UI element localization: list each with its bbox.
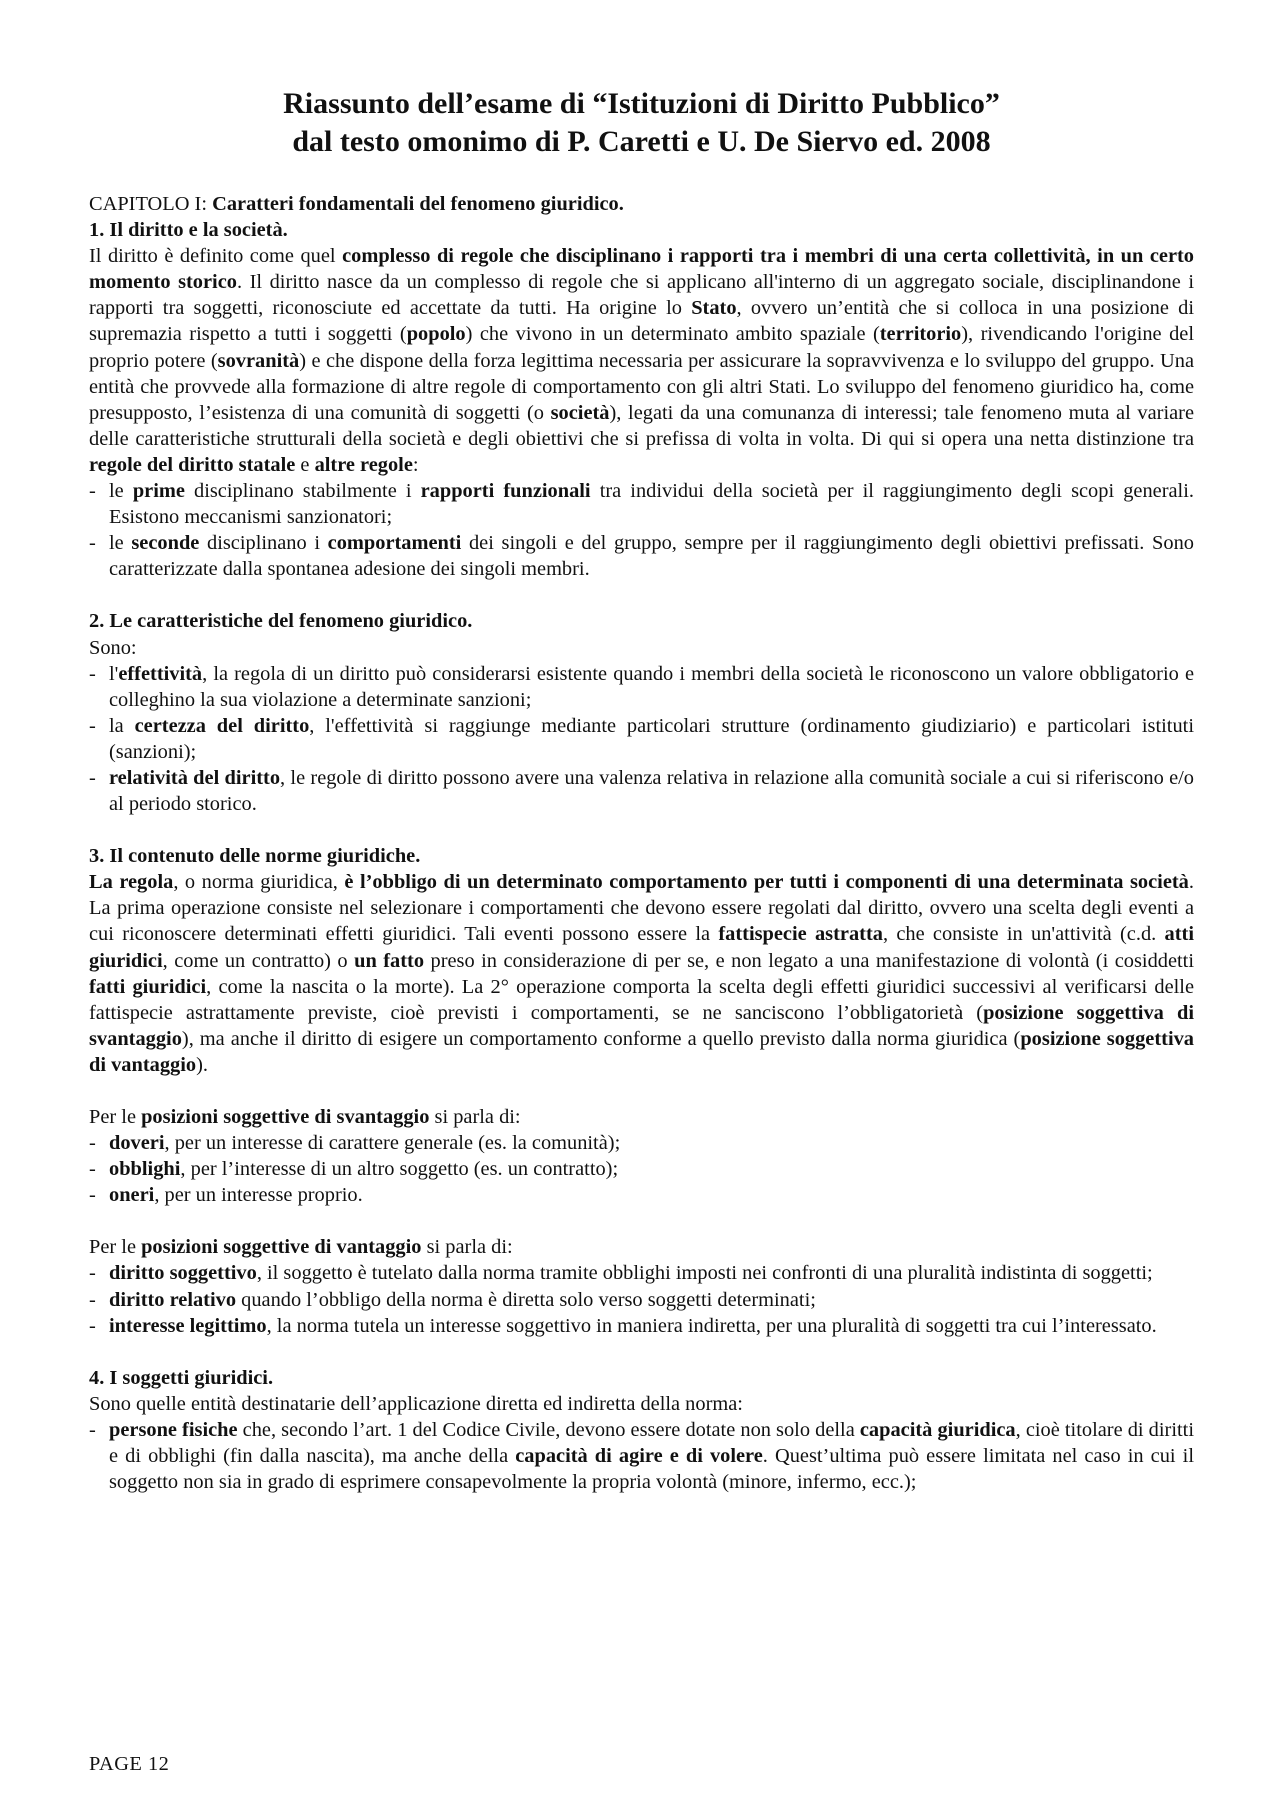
section-2-list [89,661,1194,818]
section-2-intro: Sono: [89,636,137,659]
list-item: - relatività del diritto, le regole di diritto possono avere una valenza relativa in relazione alla comunità sociale a cui si riferiscono e/o al periodo storico. [89,765,1194,817]
section-2-heading: 2. Le caratteristiche del fenomeno giuridico. [89,610,473,633]
list-item: - le seconde disciplinano i comportamenti dei singoli e del gruppo, sempre per il raggiungimento degli obiettivi prefissati. Sono caratterizzate dalla spontanea adesione dei singoli membri. [89,530,1194,582]
section-1-heading: 1. Il diritto e la società. [89,219,288,242]
document-page [89,85,1194,1495]
list-item: - l'effettività, la regola di un diritto può considerarsi esistente quando i membri della società le riconoscono un valore obbligatorio e colleghino la sua violazione a determinate sanzioni; [89,661,1194,713]
page-number: PAGE 12 [89,1753,170,1775]
section-4-heading: 4. I soggetti giuridici. [89,1366,274,1389]
vantaggio-intro: Per le posizioni soggettive di vantaggio si parla di: [89,1236,513,1259]
section-3-paragraph: La regola, o norma giuridica, è l’obbligo di un determinato comportamento per tutti i componenti di una determinata società. La prima operazione consiste nel selezionare i comportamenti che devono essere regolati dal diritto, ovvero una scelta degli eventi a cui riconoscere determinati effetti giuridici. Tali eventi possono essere la fattispecie astratta, che consiste in un'attività (c.d. atti giuridici, come un contratto) o un fatto preso in considerazione di per se, e non legato a una manifestazione di volontà (i cosiddetti fatti giuridici, come la nascita o la morte). La 2° operazione comporta la scelta degli effetti giuridici successivi al verificarsi delle fattispecie astrattamente previste, cioè previsti i comportamenti, se ne sanciscono l’obbligatorietà (posizione soggettiva di svantaggio), ma anche il diritto di esigere un comportamento conforme a quello previsto dalla norma giuridica (posizione soggettiva di vantaggio). [89,871,1195,1076]
section-1-paragraph: Il diritto è definito come quel complesso di regole che disciplinano i rapporti tra i membri di una certa collettività, in un certo momento storico. Il diritto nasce da un complesso di regole che si applicano all'interno di un aggregato sociale, disciplinandone i rapporti tra soggetti, riconosciute ed accettate da tutti. Ha origine lo Stato, ovvero un’entità che si colloca in una posizione di supremazia rispetto a tutti i soggetti (popolo) che vivono in un determinato ambito spaziale (territorio), rivendicando l'origine del proprio potere (sovranità) e che dispone della forza legittima necessaria per assicurare la sopravvivenza e lo sviluppo del gruppo. Una entità che provvede alla formazione di altre regole di comportamento con gli altri Stati. Lo sviluppo del fenomeno giuridico ha, come presupposto, l’esistenza di una comunità di soggetti (o società), legati da una comunanza di interessi; tale fenomeno muta al variare delle caratteristiche strutturali della società e degli obiettivi che si prefissa di volta in volta. Di qui si opera una netta distinzione tra regole del diritto statale e altre regole: [89,245,1194,476]
title-line-2: dal testo omonimo di P. Caretti e U. De Siervo ed. 2008 [292,125,991,158]
svantaggio-list [89,1130,1194,1208]
list-item: - la certezza del diritto, l'effettività si raggiunge mediante particolari strutture (ordinamento giudiziario) e particolari istituti (sanzioni); [89,713,1194,765]
chapter-title: Caratteri fondamentali del fenomeno giuridico. [212,193,624,215]
list-item: - diritto relativo quando l’obbligo della norma è diretta solo verso soggetti determinati; [89,1287,1194,1313]
chapter-heading [89,191,1194,217]
section-4-intro: Sono quelle entità destinatarie dell’applicazione diretta ed indiretta della norma: [89,1392,743,1415]
list-item: - diritto soggettivo, il soggetto è tutelato dalla norma tramite obblighi imposti nei confronti di una pluralità indistinta di soggetti; [89,1260,1194,1286]
list-item: - doveri, per un interesse di carattere generale (es. la comunità); [89,1130,1194,1156]
document-title [89,85,1194,161]
list-item: - interesse legittimo, la norma tutela un interesse soggettivo in maniera indiretta, per una pluralità di soggetti tra cui l’interessato. [89,1313,1194,1339]
section-1-list [89,478,1194,582]
list-item: - obblighi, per l’interesse di un altro soggetto (es. un contratto); [89,1156,1194,1182]
svantaggio-intro: Per le posizioni soggettive di svantaggio si parla di: [89,1106,521,1128]
list-item: - le prime disciplinano stabilmente i rapporti funzionali tra individui della società per il raggiungimento degli scopi generali. Esistono meccanismi sanzionatori; [89,478,1194,530]
chapter-label: CAPITOLO I: [89,193,208,215]
section-4-list [89,1417,1194,1495]
title-line-1: Riassunto dell’esame di “Istituzioni di Diritto Pubblico” [283,87,1000,120]
list-item: - persone fisiche che, secondo l’art. 1 del Codice Civile, devono essere dotate non solo della capacità giuridica, cioè titolare di diritti e di obblighi (fin dalla nascita), ma anche della capacità di agire e di volere. Quest’ultima può essere limitata nel caso in cui il soggetto non sia in grado di esprimere consapevolmente la propria volontà (minore, infermo, ecc.); [89,1417,1194,1495]
list-item: - oneri, per un interesse proprio. [89,1182,1194,1208]
vantaggio-list [89,1260,1194,1338]
section-3-heading: 3. Il contenuto delle norme giuridiche. [89,845,421,868]
